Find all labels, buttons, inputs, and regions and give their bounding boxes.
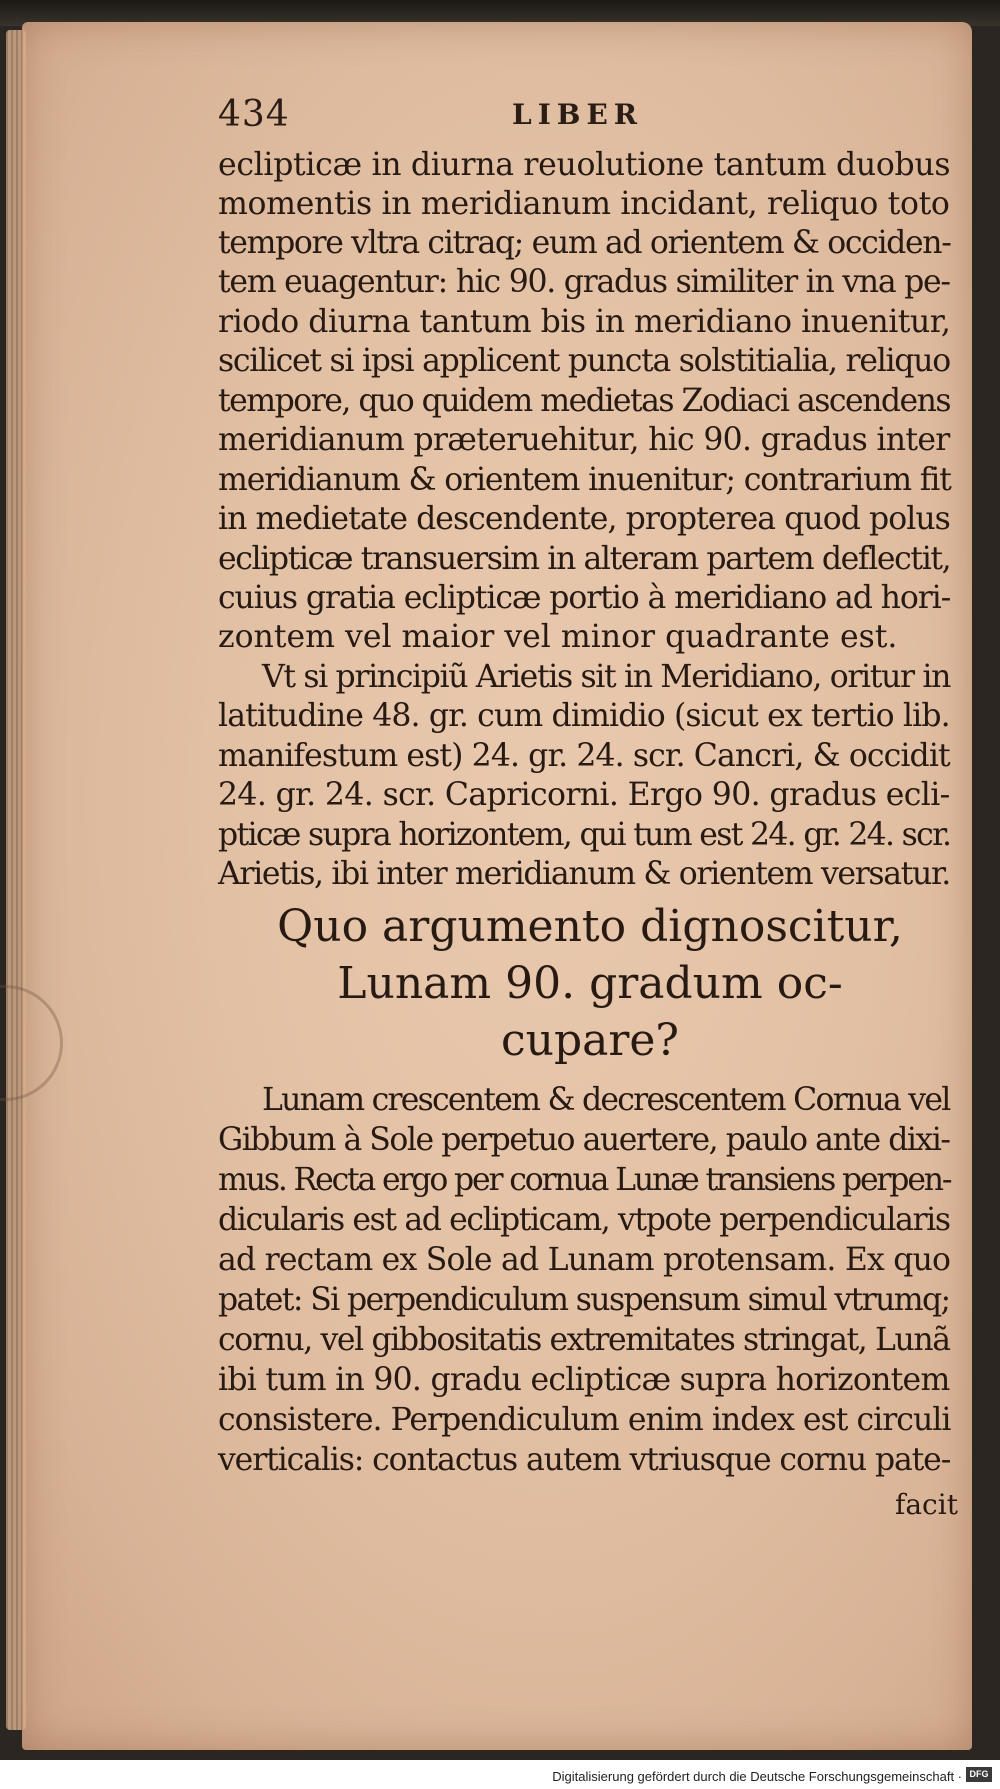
text-line: tempore vltra citraq; eum ad orientem & occiden- <box>218 225 951 261</box>
text-line: meridianum præteruehitur, hic 90. gradus inter <box>218 422 950 458</box>
text-line: tem euagentur: hic 90. gradus similiter in vna pe- <box>218 264 950 300</box>
section-heading: Lunam 90. gradum oc- <box>337 958 843 1009</box>
page-number: 434 <box>218 94 290 135</box>
text-line: eclipticæ transuersim in alteram partem deflectit, <box>218 541 951 577</box>
text-line: tempore, quo quidem medietas Zodiaci ascendens <box>218 383 951 419</box>
catchword: facit <box>895 1488 958 1521</box>
text-line: riodo diurna tantum bis in meridiano inuenitur, <box>218 304 951 340</box>
digitization-credit: Digitalisierung gefördert durch die Deutsche Forschungsgemeinschaft · <box>552 1769 962 1784</box>
text-line: momentis in meridianum incidant, reliquo toto <box>218 186 950 222</box>
text-line: ibi tum in 90. gradu eclipticæ supra horizontem <box>218 1362 950 1398</box>
running-head: LIBER <box>512 98 644 131</box>
text-line: latitudine 48. gr. cum dimidio (sicut ex tertio lib. <box>218 698 950 734</box>
text-line: Arietis, ibi inter meridianum & orientem versatur. <box>218 856 950 892</box>
text-line: Gibbum à Sole perpetuo auertere, paulo ante dixi- <box>218 1122 950 1158</box>
text-line: ad rectam ex Sole ad Lunam protensam. Ex quo <box>218 1242 951 1278</box>
text-line: eclipticæ in diurna reuolutione tantum duobus <box>218 147 951 183</box>
dfg-logo: DFG <box>966 1767 992 1782</box>
text-line: dicularis est ad eclipticam, vtpote perpendicularis <box>218 1202 950 1238</box>
text-line: Vt si principiũ Arietis sit in Meridiano, oritur in <box>262 659 951 695</box>
text-line: in medietate descendente, propterea quod polus <box>218 501 950 537</box>
text-line: Lunam crescentem & decrescentem Cornua vel <box>262 1082 950 1118</box>
text-line: pticæ supra horizontem, qui tum est 24. gr. 24. scr. <box>218 817 951 853</box>
text-line: scilicet si ipsi applicent puncta solstitialia, reliquo <box>218 343 950 379</box>
text-line: cornu, vel gibbositatis extremitates stringat, Lunã <box>218 1322 950 1358</box>
text-line: verticalis: contactus autem vtriusque cornu pate- <box>218 1442 951 1478</box>
section-heading: Quo argumento dignoscitur, <box>277 901 903 952</box>
text-line: 24. gr. 24. scr. Capricorni. Ergo 90. gradus ecli- <box>218 777 950 813</box>
text-line: zontem vel maior vel minor quadrante est. <box>218 619 898 655</box>
page-edge <box>6 30 26 1730</box>
text-line: consistere. Perpendiculum enim index est circuli <box>218 1402 951 1438</box>
text-line: cuius gratia eclipticæ portio à meridiano ad hori- <box>218 580 951 616</box>
text-line: meridianum & orientem inuenitur; contrarium fit <box>218 462 951 498</box>
text-line: patet: Si perpendiculum suspensum simul vtrumq; <box>218 1282 950 1318</box>
text-line: mus. Recta ergo per cornua Lunæ transiens perpen- <box>218 1162 951 1198</box>
text-line: manifestum est) 24. gr. 24. scr. Cancri, & occidit <box>218 738 950 774</box>
section-heading: cupare? <box>500 1015 680 1066</box>
